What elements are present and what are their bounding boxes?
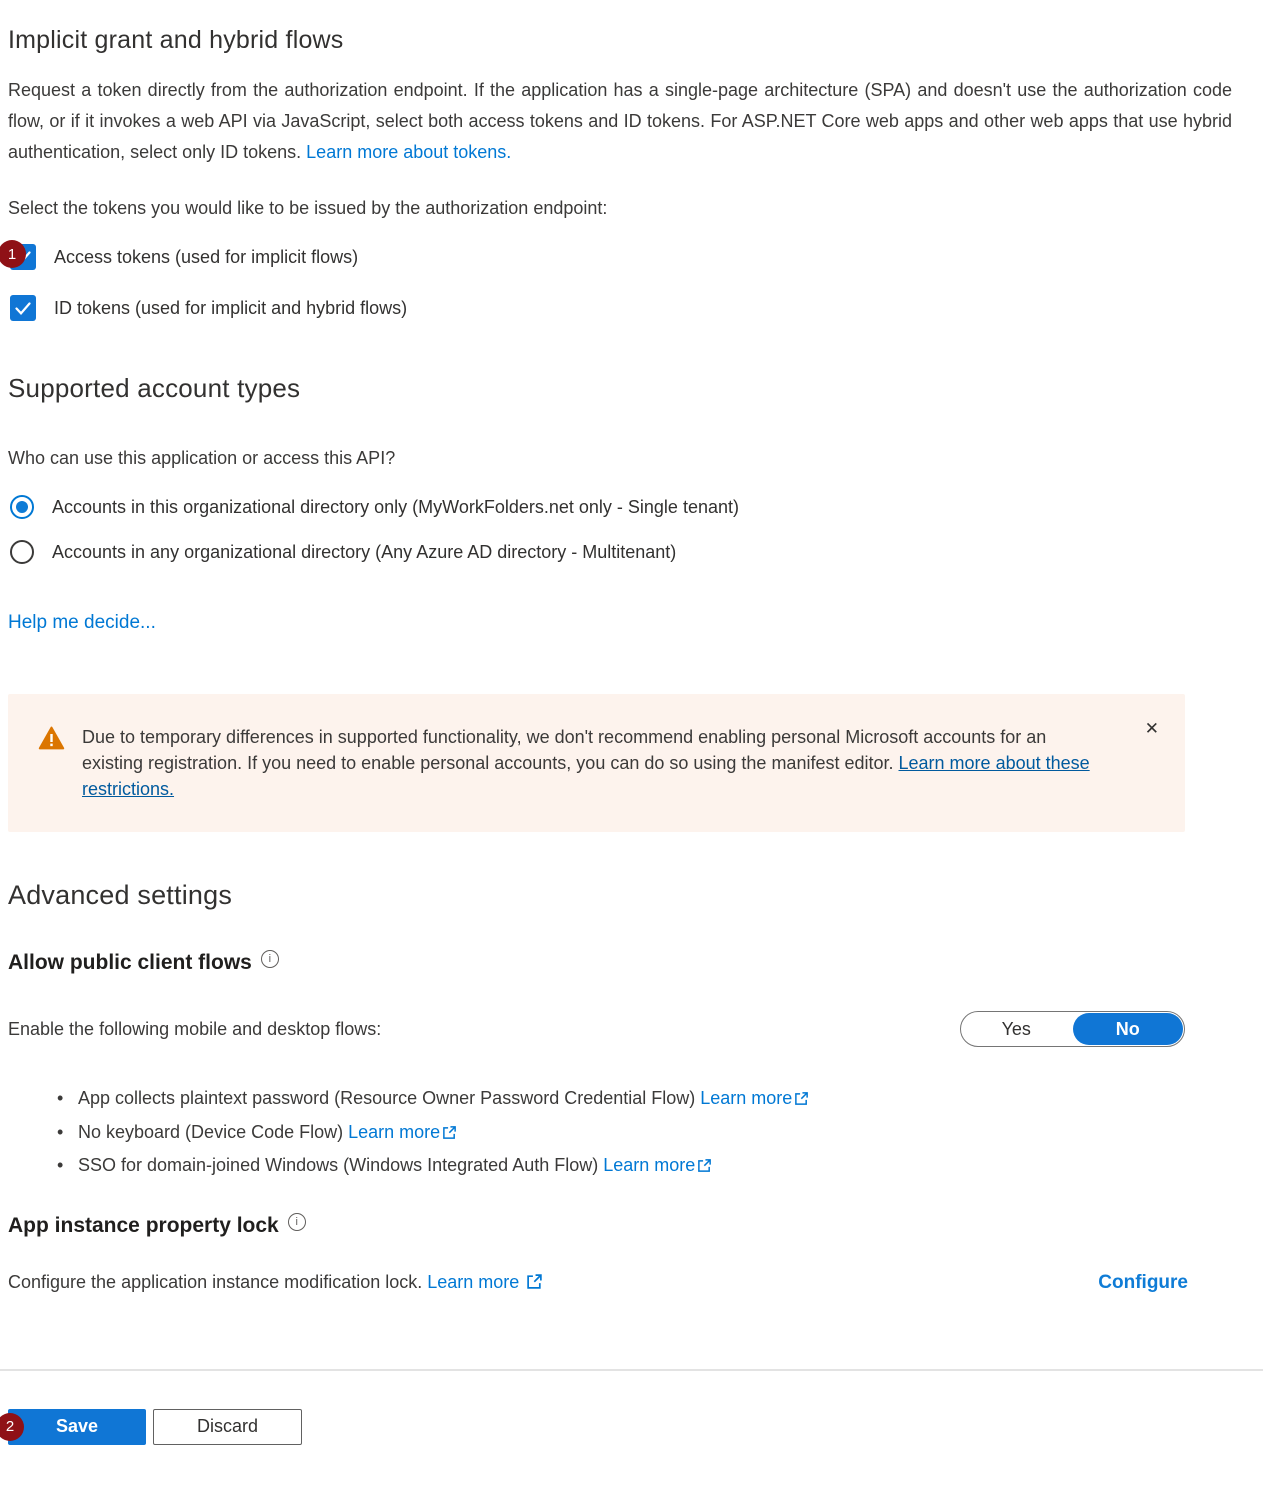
description-text: Request a token directly from the authorization endpoint. If the application has a single-page architecture (SPA) and doesn't use the authorization code flow, or if it invokes a web API via JavaScript, select both access tokens and ID tokens. For ASP.NET Core web apps and other web apps that use hybrid authentication, select only ID tokens.	[8, 80, 1232, 162]
access-tokens-label: Access tokens (used for implicit flows)	[54, 246, 359, 267]
external-link-icon	[442, 1119, 457, 1151]
single-tenant-option-row	[10, 495, 1232, 519]
single-tenant-label: Accounts in this organizational directory only (MyWorkFolders.net only - Single tenant)	[52, 496, 739, 517]
toggle-no-option[interactable]: No	[1073, 1013, 1184, 1045]
save-button[interactable]: Save	[8, 1409, 146, 1445]
annotation-badge-2: 2	[0, 1413, 24, 1441]
mobile-desktop-flow-list	[8, 1083, 1232, 1184]
warning-banner	[8, 694, 1185, 832]
list-item	[78, 1117, 1232, 1151]
warning-banner-text	[82, 724, 1112, 802]
bottom-spacer	[8, 1445, 1232, 1457]
flow-text: SSO for domain-joined Windows (Windows Integrated Auth Flow)	[78, 1155, 604, 1175]
id-tokens-label: ID tokens (used for implicit and hybrid flows)	[54, 297, 408, 318]
app-instance-property-lock-heading	[8, 1214, 1232, 1238]
id-tokens-checkbox[interactable]	[10, 295, 36, 321]
learn-more-tokens-link[interactable]: Learn more about tokens.	[306, 142, 512, 162]
external-link-icon	[526, 1273, 543, 1295]
account-types-question: Who can use this application or access this API?	[8, 448, 396, 468]
configure-link[interactable]: Configure	[1098, 1272, 1188, 1293]
advanced-settings-heading: Advanced settings	[8, 880, 233, 910]
id-tokens-row	[10, 295, 1232, 321]
multitenant-radio[interactable]	[10, 540, 34, 564]
restrictions-learn-more-link[interactable]: Learn more about these restrictions.	[82, 753, 1090, 799]
info-icon[interactable]: i	[288, 1213, 306, 1231]
authentication-settings-page	[0, 26, 1263, 1457]
toggle-yes-option[interactable]: Yes	[1001, 1018, 1031, 1039]
checkmark-icon	[15, 302, 31, 315]
lock-description-text: Configure the application instance modification lock.	[8, 1271, 428, 1292]
discard-button[interactable]: Discard	[153, 1409, 302, 1445]
implicit-grant-heading: Implicit grant and hybrid flows	[8, 26, 344, 54]
allow-public-client-flows-heading	[8, 951, 1232, 975]
lock-learn-more-link[interactable]: Learn more	[427, 1271, 520, 1292]
flow-text: No keyboard (Device Code Flow)	[78, 1121, 349, 1142]
multitenant-option-row	[10, 540, 1232, 564]
app-instance-property-lock-label: App instance property lock	[8, 1213, 279, 1237]
warning-message: Due to temporary differences in supported functionality, we don't recommend enabling personal Microsoft accounts for an existing registration. If you need to enable personal accounts, you can do so using the manifest editor.	[82, 727, 1047, 773]
integrated-auth-learn-more-link[interactable]: Learn more	[603, 1155, 696, 1175]
public-client-flows-toggle[interactable]	[960, 1011, 1185, 1047]
flow-text: App collects plaintext password (Resource Owner Password Credential Flow)	[78, 1088, 701, 1108]
close-icon[interactable]: ✕	[1144, 719, 1159, 738]
property-lock-description	[8, 1272, 543, 1295]
ropc-learn-more-link[interactable]: Learn more	[700, 1088, 793, 1108]
multitenant-label: Accounts in any organizational directory (Any Azure AD directory - Multitenant)	[52, 541, 677, 562]
footer-divider	[0, 1369, 1263, 1371]
external-link-icon	[794, 1085, 809, 1117]
public-client-toggle-row	[8, 1011, 1232, 1047]
implicit-grant-description	[8, 75, 1232, 168]
token-select-prompt: Select the tokens you would like to be issued by the authorization endpoint:	[8, 198, 608, 218]
footer-buttons	[5, 1409, 1232, 1445]
external-link-icon	[697, 1152, 712, 1184]
property-lock-row	[8, 1272, 1232, 1295]
list-item	[78, 1150, 1232, 1184]
access-tokens-row	[7, 244, 1232, 270]
allow-public-client-flows-label: Allow public client flows	[8, 951, 252, 974]
annotation-badge-1: 1	[0, 240, 26, 268]
supported-account-types-heading: Supported account types	[8, 373, 301, 403]
single-tenant-radio[interactable]	[10, 495, 34, 519]
list-item	[78, 1083, 1232, 1117]
device-code-learn-more-link[interactable]: Learn more	[348, 1121, 441, 1142]
enable-flows-label: Enable the following mobile and desktop flows:	[8, 1018, 382, 1039]
info-icon[interactable]: i	[261, 950, 279, 968]
warning-triangle-icon	[38, 726, 65, 802]
help-me-decide-link[interactable]: Help me decide...	[8, 612, 156, 633]
